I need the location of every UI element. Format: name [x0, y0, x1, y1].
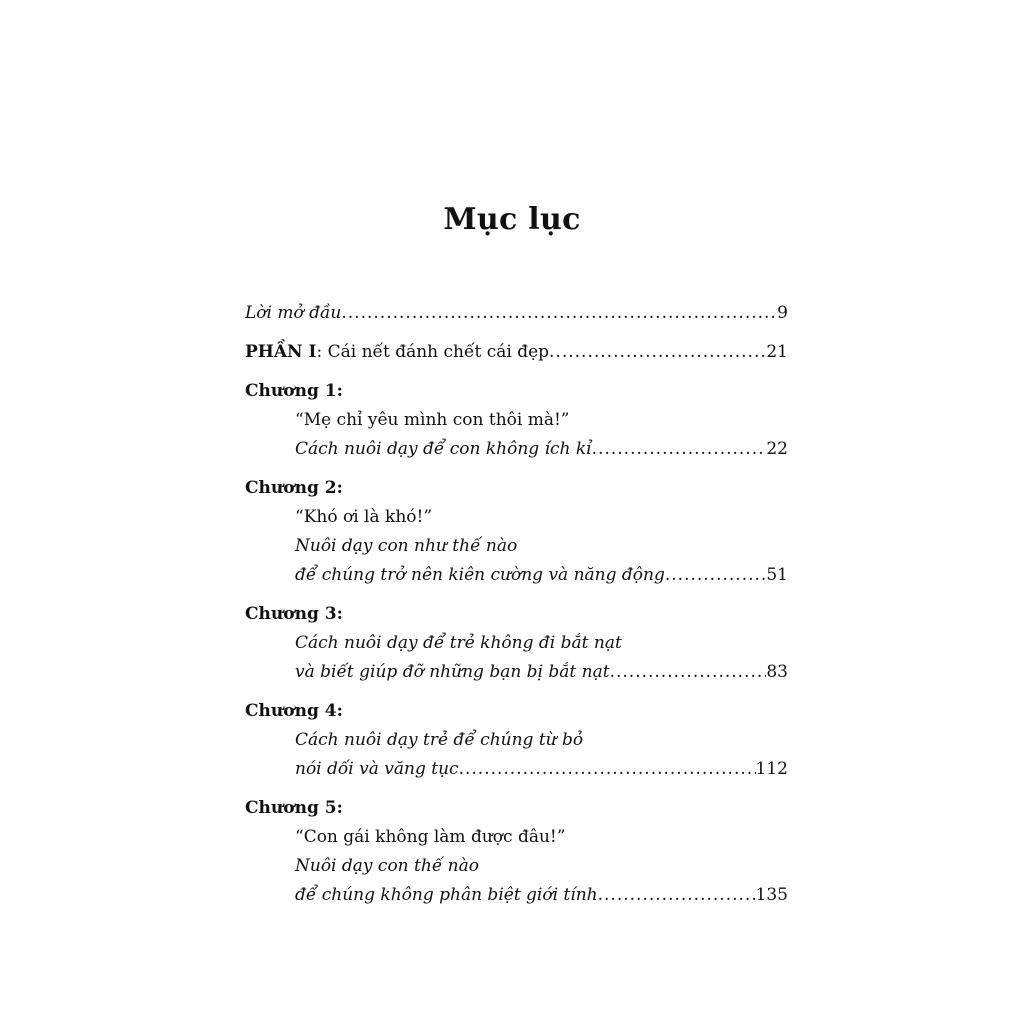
toc-entry-label: và biết giúp đỡ những bạn bị bắt nạt — [295, 662, 610, 682]
toc-entry-part-1[interactable] — [245, 338, 788, 367]
toc-entry-label: Lời mở đầu — [245, 303, 342, 323]
toc-entry-label: Cách nuôi dạy để con không ích kỉ — [295, 439, 592, 459]
toc-page-number: 51 — [766, 565, 788, 585]
table-of-contents — [245, 299, 788, 910]
chapter-subtitle-line: Nuôi dạy con thế nào — [295, 856, 479, 876]
part-title: : Cái nết đánh chết cái đẹp — [316, 342, 550, 362]
dot-leader — [610, 658, 767, 687]
dot-leader — [598, 881, 756, 910]
toc-entry-chapter-3[interactable] — [245, 658, 788, 687]
toc-entry-chapter-5[interactable] — [245, 881, 788, 910]
dot-leader — [592, 435, 767, 464]
chapter-heading[interactable]: Chương 5: — [245, 798, 343, 818]
toc-page-number: 22 — [766, 439, 788, 459]
dot-leader — [341, 299, 777, 328]
chapter-quote: “Mẹ chỉ yêu mình con thôi mà!” — [295, 410, 570, 430]
chapter-heading[interactable]: Chương 3: — [245, 604, 343, 624]
chapter-subtitle-line: Nuôi dạy con như thế nào — [295, 536, 518, 556]
toc-page-number: 9 — [777, 303, 788, 323]
toc-entry-chapter-1[interactable] — [245, 435, 788, 464]
toc-entry-label: nói dối và văng tục — [295, 759, 459, 779]
chapter-quote: “Khó ơi là khó!” — [295, 507, 433, 527]
toc-page-number: 135 — [755, 885, 788, 905]
toc-page-number: 83 — [766, 662, 788, 682]
toc-page-number: 112 — [755, 759, 788, 779]
toc-entry-label: để chúng trở nên kiên cường và năng động — [295, 565, 665, 585]
toc-page-number: 21 — [766, 342, 788, 362]
chapter-subtitle-line: Cách nuôi dạy để trẻ không đi bắt nạt — [295, 633, 622, 653]
toc-entry-chapter-4[interactable] — [245, 755, 788, 784]
chapter-heading[interactable]: Chương 4: — [245, 701, 343, 721]
toc-entry-chapter-2[interactable] — [245, 561, 788, 590]
chapter-quote: “Con gái không làm được đâu!” — [295, 827, 566, 847]
toc-entry-intro[interactable] — [245, 299, 788, 328]
part-prefix: PHẦN I — [245, 342, 317, 362]
dot-leader — [459, 755, 756, 784]
chapter-heading[interactable]: Chương 1: — [245, 381, 343, 401]
page-title: Mục lục — [443, 202, 581, 237]
chapter-subtitle-line: Cách nuôi dạy trẻ để chúng từ bỏ — [295, 730, 584, 750]
toc-entry-label — [245, 338, 549, 367]
dot-leader — [549, 338, 766, 367]
chapter-heading[interactable]: Chương 2: — [245, 478, 343, 498]
toc-entry-label: để chúng không phân biệt giới tính — [295, 885, 598, 905]
dot-leader — [665, 561, 767, 590]
